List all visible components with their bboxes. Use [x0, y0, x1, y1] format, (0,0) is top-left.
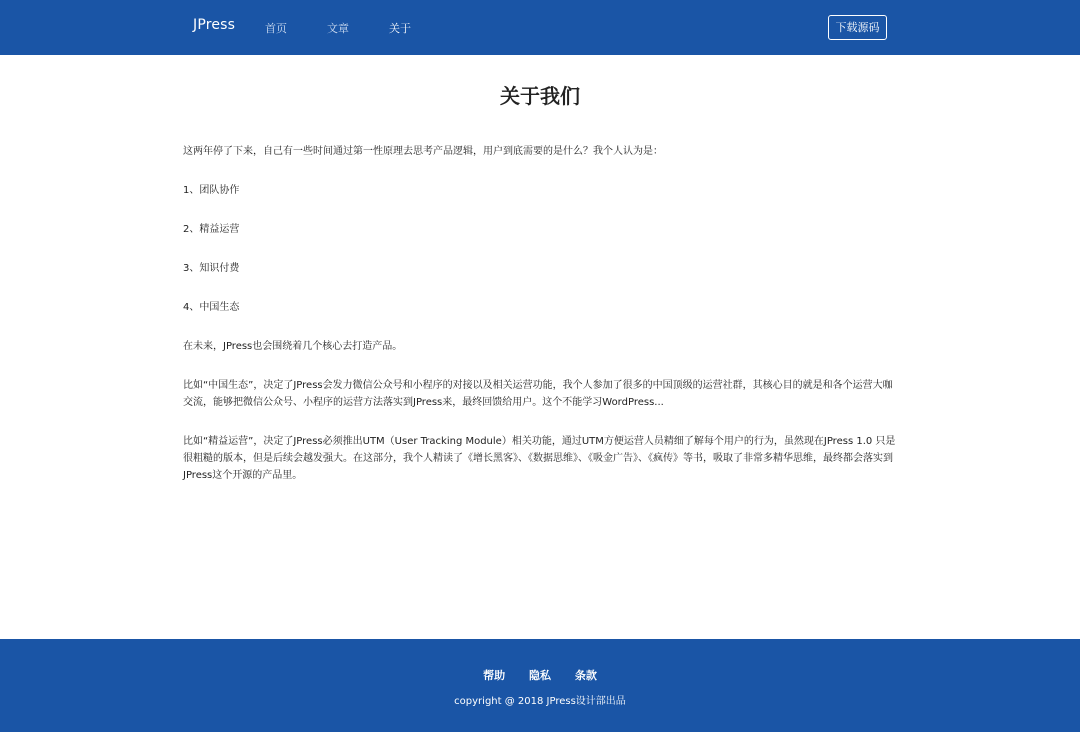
footer-link-help[interactable]: 帮助 [483, 669, 506, 682]
download-source-button[interactable]: 下载源码 [828, 15, 887, 40]
copyright-text: copyright @ 2018 JPress设计部出品 [454, 696, 626, 707]
page-footer [0, 639, 1080, 732]
nav-link-home[interactable]: 首页 [265, 22, 287, 35]
list-item-knowledge-payment: 3、知识付费 [183, 263, 240, 274]
nav-link-about[interactable]: 关于 [389, 22, 411, 35]
lean-operation-paragraph: 比如“精益运营”，决定了JPress必须推出UTM（User Tracking Module）相关功能，通过UTM方便运营人员精细了解每个用户的行为，虽然现在JPress 1.0 只是很粗糙的版本，但是后续会越发强大。在这部分，我个人精读了《增长黑客》、《数据思维》、《吸金广告》、《疯传》等书，吸取了非常多精华思维，最终都会落实到JPress这个开源的产品里。 [183, 436, 896, 481]
top-navbar [0, 0, 1080, 55]
article-content [183, 143, 897, 506]
list-item-team-collaboration: 1、团队协作 [183, 185, 240, 196]
future-paragraph: 在未来，JPress也会围绕着几个核心去打造产品。 [183, 341, 403, 352]
list-item-china-ecosystem: 4、中国生态 [183, 302, 240, 313]
china-ecosystem-paragraph: 比如“中国生态”，决定了JPress会发力微信公众号和小程序的对接以及相关运营功能，我个人参加了很多的中国顶级的运营社群，其核心目的就是和各个运营大咖交流，能够把微信公众号、小程序的运营方法落实到JPress来，最终回馈给用户。这个不能学习WordPress... [183, 380, 893, 408]
nav-link-articles[interactable]: 文章 [327, 22, 349, 35]
intro-paragraph: 这两年停了下来，自己有一些时间通过第一性原理去思考产品逻辑，用户到底需要的是什么？我个人认为是： [183, 146, 663, 157]
list-item-lean-operation: 2、精益运营 [183, 224, 240, 235]
footer-link-privacy[interactable]: 隐私 [529, 669, 551, 682]
page-title: 关于我们 [500, 84, 580, 108]
footer-link-terms[interactable]: 条款 [574, 669, 597, 682]
brand-logo-link[interactable]: JPress [193, 17, 236, 33]
footer-links [0, 667, 1080, 683]
